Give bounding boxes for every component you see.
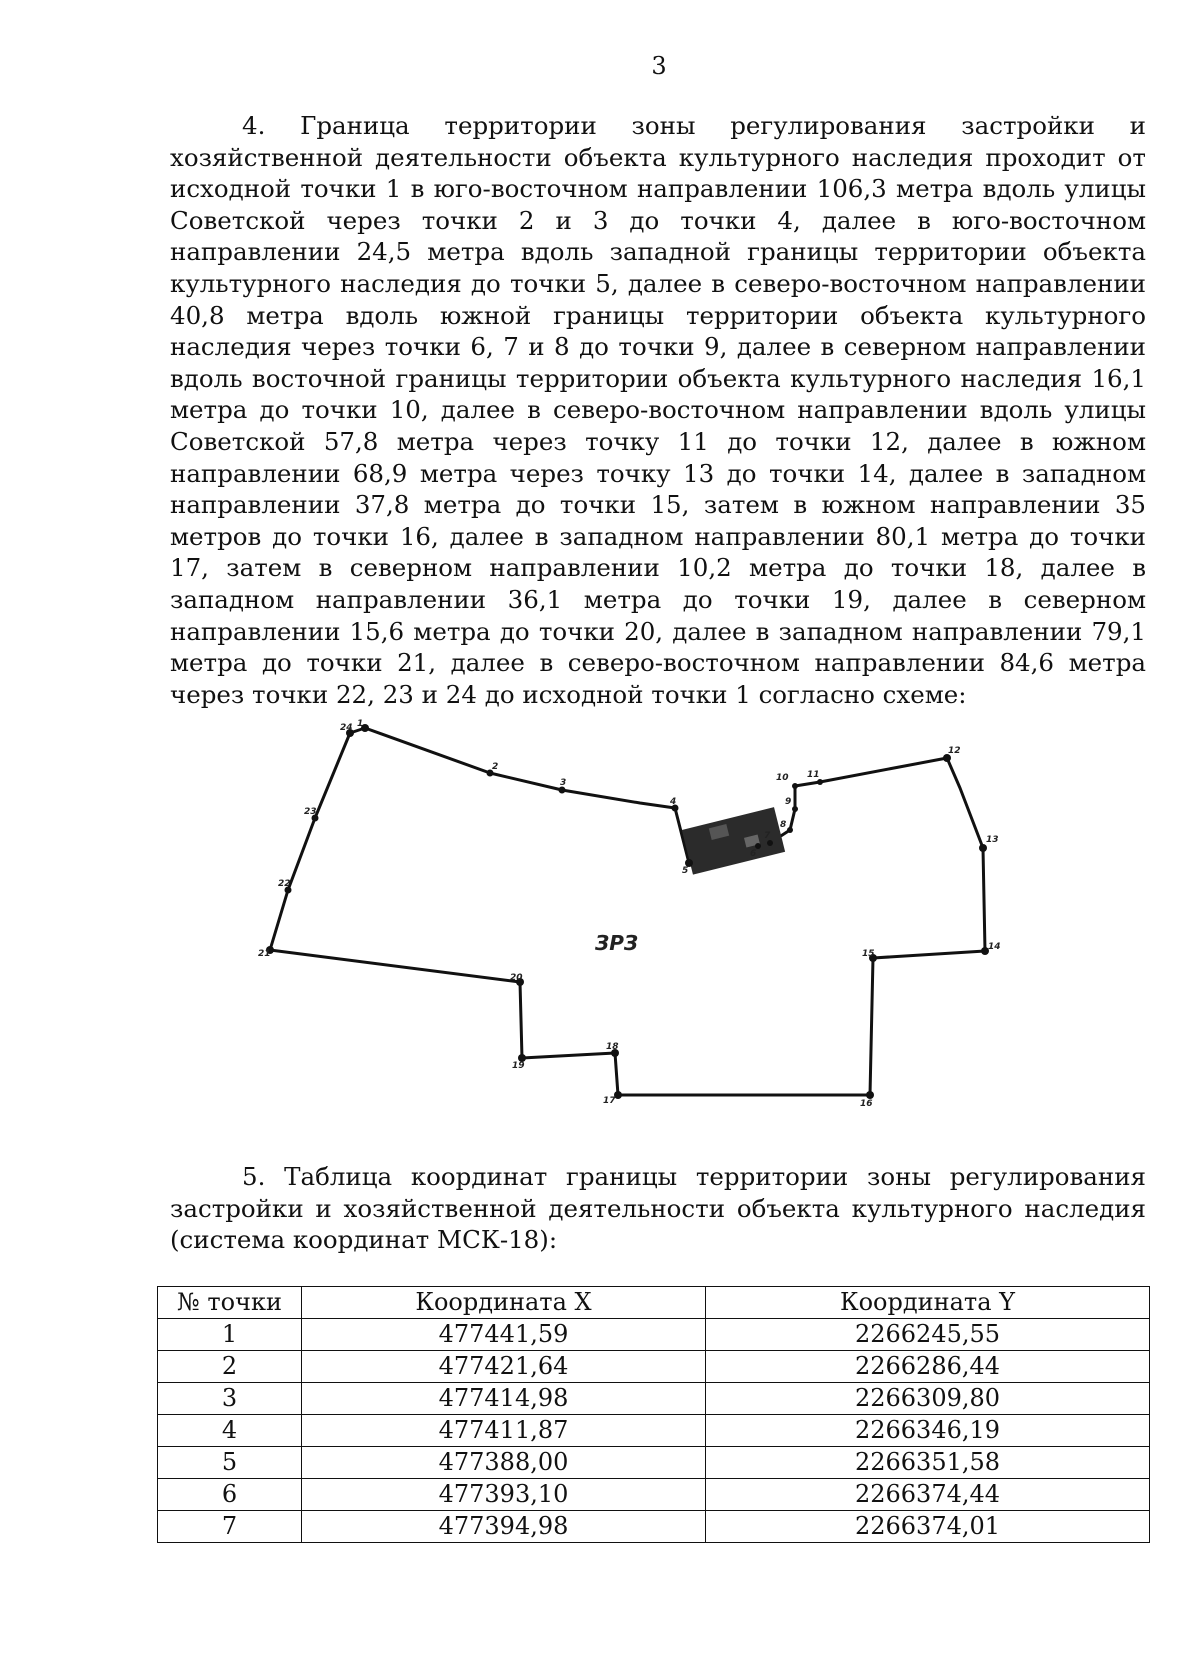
point-label: 14 <box>988 942 1001 952</box>
cell-x: 477411,87 <box>302 1415 706 1447</box>
point-label: 6 <box>750 849 757 859</box>
point-label: 1 <box>357 719 364 729</box>
point-label: 5 <box>682 866 689 876</box>
cell-x: 477388,00 <box>302 1447 706 1479</box>
coordinates-table <box>157 1286 1150 1543</box>
scheme-svg <box>240 718 1060 1108</box>
cell-x: 477394,98 <box>302 1511 706 1543</box>
boundary-scheme <box>240 718 1060 1108</box>
point-label: 12 <box>948 746 961 756</box>
cell-y: 2266245,55 <box>706 1319 1150 1351</box>
cell-point: 2 <box>158 1351 302 1383</box>
cell-y: 2266286,44 <box>706 1351 1150 1383</box>
cell-point: 5 <box>158 1447 302 1479</box>
page-number: 3 <box>651 52 667 80</box>
cell-point: 1 <box>158 1319 302 1351</box>
cell-y: 2266309,80 <box>706 1383 1150 1415</box>
point-label: 16 <box>860 1099 873 1108</box>
table-row <box>158 1479 1150 1511</box>
point-label: 4 <box>670 797 677 807</box>
table-row <box>158 1447 1150 1479</box>
cell-point: 4 <box>158 1415 302 1447</box>
point-label: 13 <box>986 835 999 845</box>
header-coordinate-x: Координата X <box>302 1287 706 1319</box>
cell-x: 477414,98 <box>302 1383 706 1415</box>
point-label: 2 <box>492 762 499 772</box>
header-point-number: № точки <box>158 1287 302 1319</box>
point-label: 18 <box>606 1042 619 1052</box>
point-label: 10 <box>776 773 789 783</box>
point-label: 3 <box>560 778 567 788</box>
table-header-row <box>158 1287 1150 1319</box>
section-5-text: 5. Таблица координат границы территории зоны регулирования застройки и хозяйственной деятельности объекта культурного наследия (система координат МСК-18): <box>170 1162 1146 1255</box>
zone-boundary-line <box>270 728 985 1095</box>
point-label: 20 <box>510 973 523 983</box>
point-label: 19 <box>512 1061 525 1071</box>
table-row <box>158 1319 1150 1351</box>
cell-point: 6 <box>158 1479 302 1511</box>
point-label: 15 <box>862 949 875 959</box>
point-label: 9 <box>785 797 792 807</box>
boundary-point-markers <box>266 724 989 1099</box>
table-row <box>158 1351 1150 1383</box>
point-label: 17 <box>603 1096 616 1106</box>
table-row <box>158 1383 1150 1415</box>
point-label: 11 <box>807 770 820 780</box>
cell-y: 2266374,01 <box>706 1511 1150 1543</box>
cell-x: 477393,10 <box>302 1479 706 1511</box>
table-row <box>158 1511 1150 1543</box>
point-label: 8 <box>780 820 787 830</box>
point-label: 7 <box>764 831 771 841</box>
cell-y: 2266346,19 <box>706 1415 1150 1447</box>
cell-point: 7 <box>158 1511 302 1543</box>
section-4-text: 4. Граница территории зоны регулирования застройки и хозяйственной деятельности объекта культурного наследия проходит от исходной точки 1 в юго-восточном направлении 106,3 метра вдоль улицы Советской через точки 2 и 3 до точки 4, далее в юго-восточном направлении 24,5 метра вдоль западной границы территории объекта культурного наследия до точки 5, далее в северо-восточном направлении 40,8 метра вдоль южной границы территории объекта культурного наследия через точки 6, 7 и 8 до точки 9, далее в северном направлении вдоль восточной границы территории объекта культурного наследия 16,1 метра до точки 10, далее в северо-восточном направлении вдоль улицы Советской 57,8 метра через точку 11 до точки 12, далее в южном направлении 68,9 метра через точку 13 до точки 14, далее в западном направлении 37,8 метра до точки 15, затем в южном направлении 35 метров до точки 16, далее в западном направлении 80,1 метра до точки 17, затем в северном направлении 10,2 метра до точки 18, далее в западном направлении 36,1 метра до точки 19, далее в северном направлении 15,6 метра до точки 20, далее в западном направлении 79,1 метра до точки 21, далее в северо-восточном направлении 84,6 метра через точки 22, 23 и 24 до исходной точки 1 согласно схеме: <box>170 111 1146 709</box>
point-label: 22 <box>278 879 291 889</box>
cell-y: 2266374,44 <box>706 1479 1150 1511</box>
point-label: 21 <box>258 949 271 959</box>
cell-y: 2266351,58 <box>706 1447 1150 1479</box>
cell-point: 3 <box>158 1383 302 1415</box>
cell-x: 477441,59 <box>302 1319 706 1351</box>
point-label: 24 <box>340 723 353 733</box>
zone-label: ЗРЗ <box>595 931 639 955</box>
cell-x: 477421,64 <box>302 1351 706 1383</box>
table-row <box>158 1415 1150 1447</box>
header-coordinate-y: Координата Y <box>706 1287 1150 1319</box>
point-label: 23 <box>304 807 317 817</box>
